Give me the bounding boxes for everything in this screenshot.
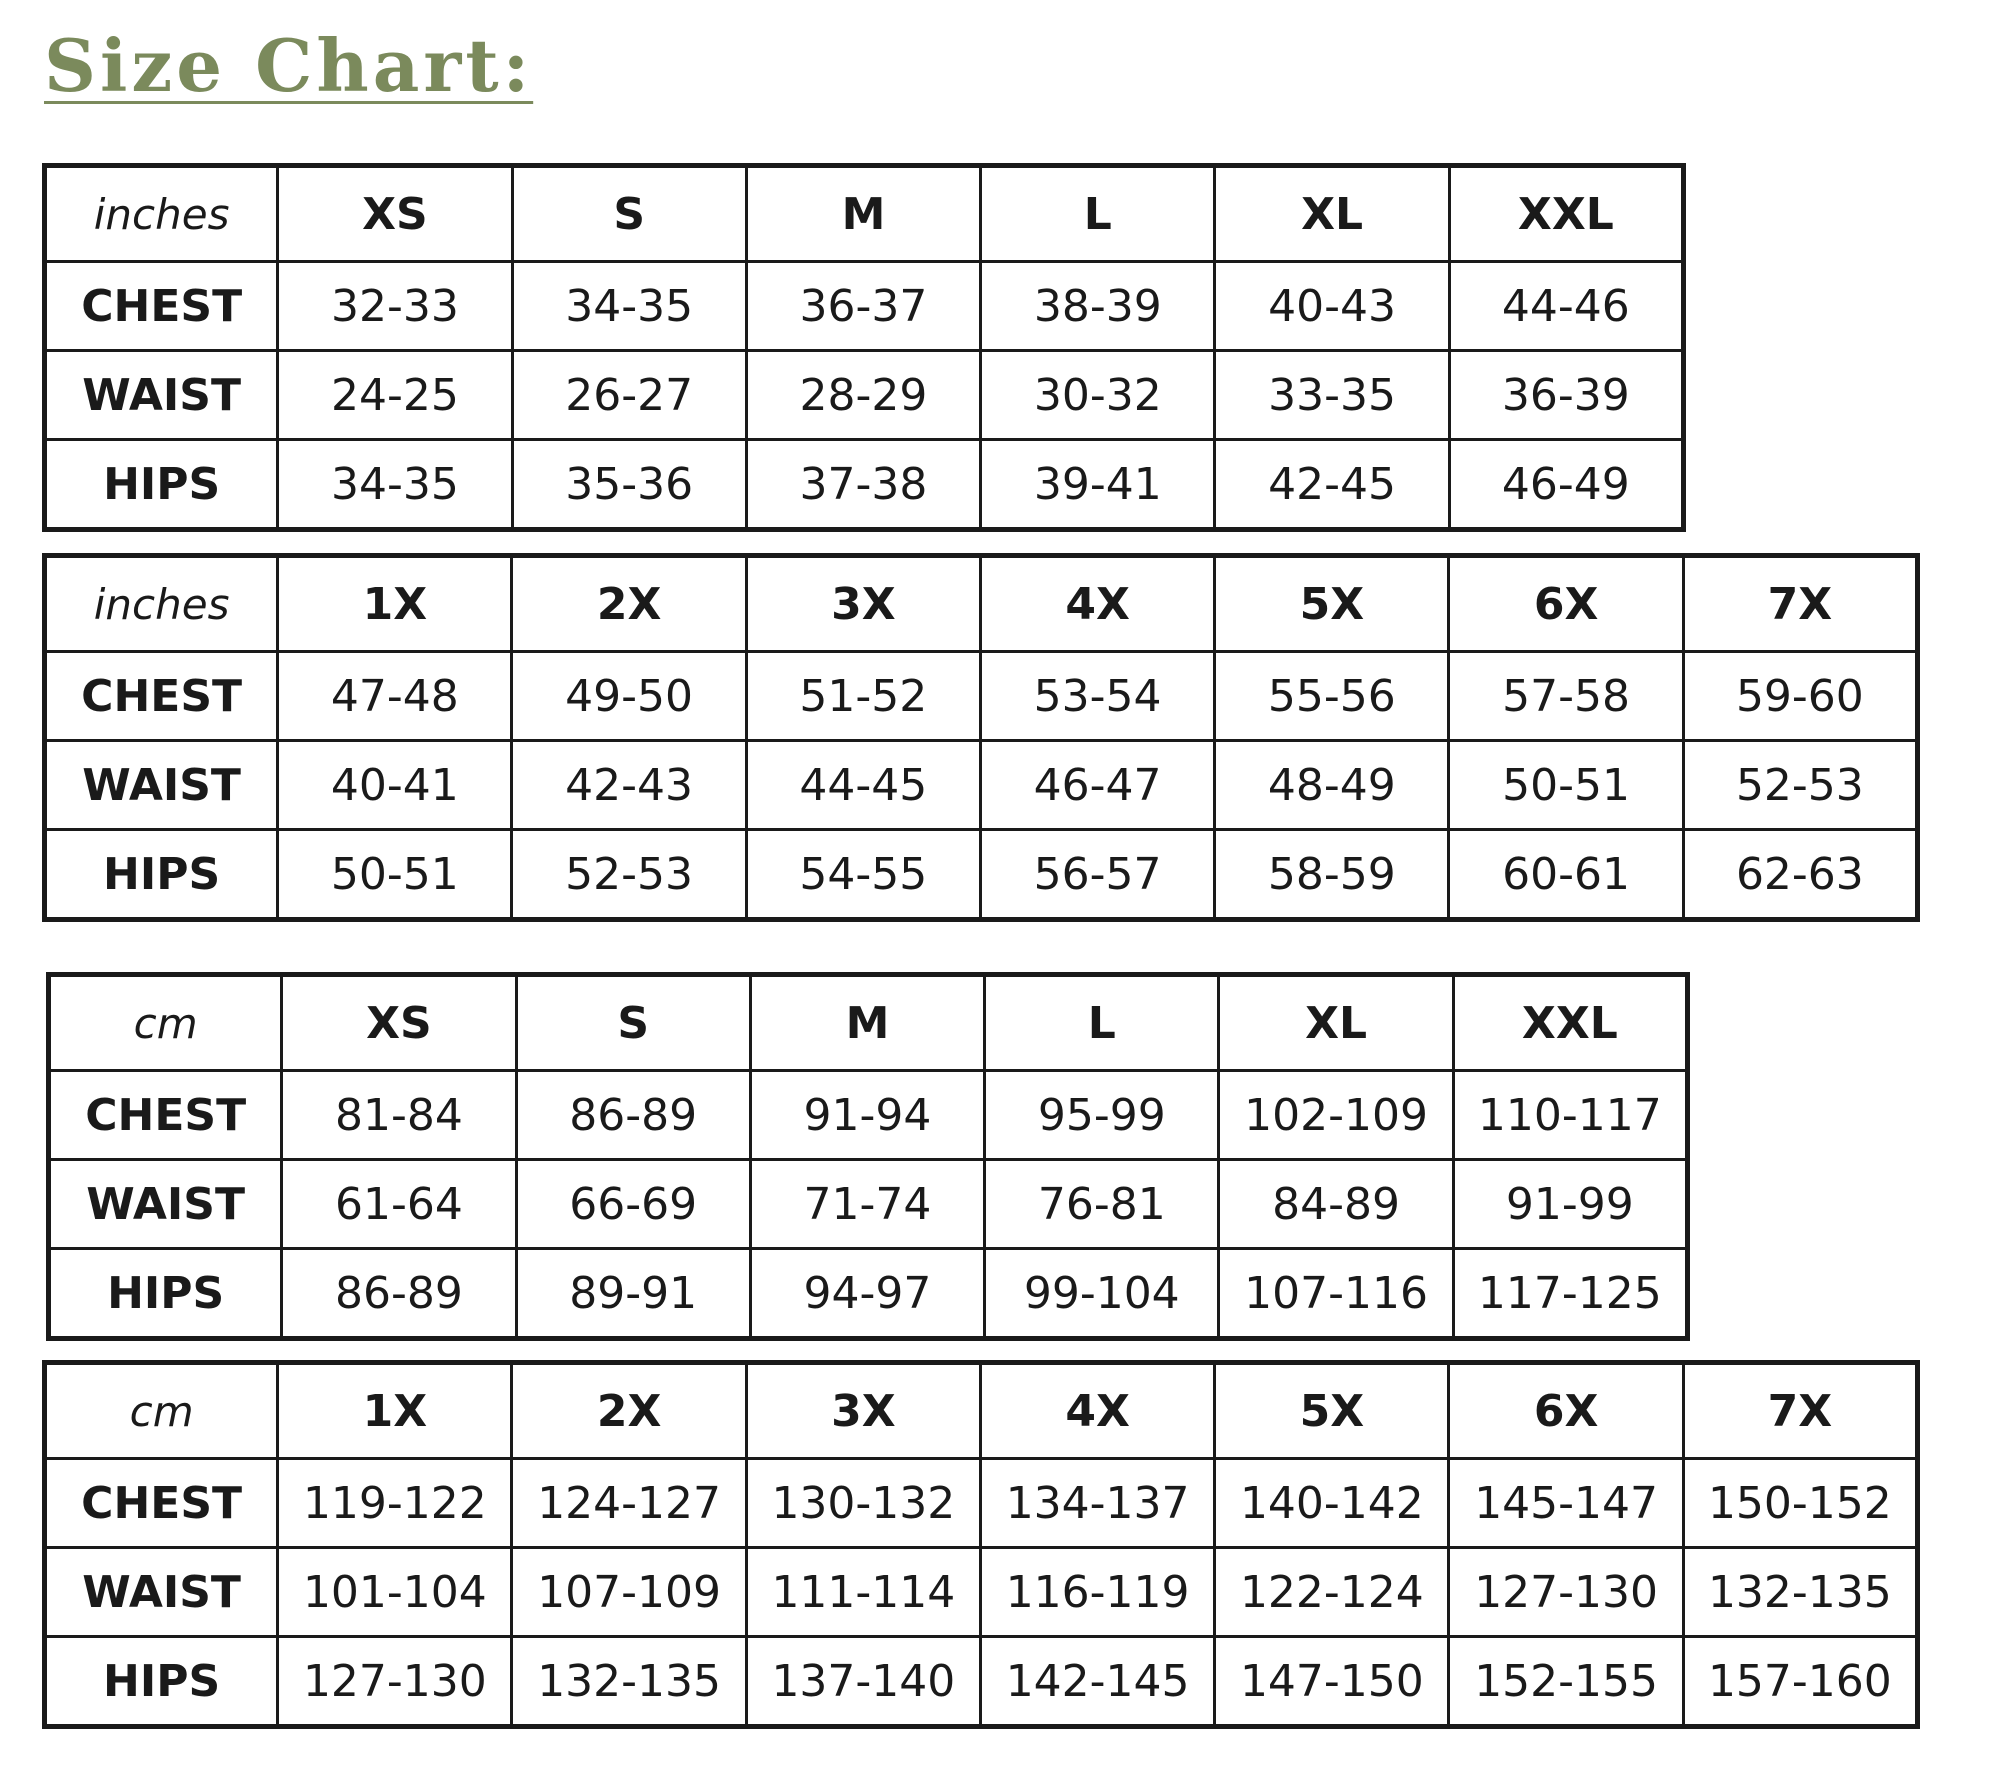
measurement-value: 50-51 bbox=[1449, 741, 1683, 830]
measurement-value: 59-60 bbox=[1683, 652, 1917, 741]
table-header-row bbox=[49, 975, 1688, 1071]
measurement-value: 142-145 bbox=[980, 1637, 1214, 1727]
size-header: 3X bbox=[746, 1363, 980, 1459]
measurement-value: 81-84 bbox=[282, 1071, 516, 1160]
measurement-value: 62-63 bbox=[1683, 830, 1917, 920]
measurement-value: 49-50 bbox=[512, 652, 746, 741]
size-table-cm-standard bbox=[46, 972, 1690, 1341]
size-header: 2X bbox=[512, 1363, 746, 1459]
size-header: 6X bbox=[1449, 556, 1683, 652]
table-row bbox=[45, 1637, 1918, 1727]
measurement-value: 145-147 bbox=[1449, 1459, 1683, 1548]
measurement-value: 101-104 bbox=[278, 1548, 512, 1637]
measurement-value: 157-160 bbox=[1683, 1637, 1917, 1727]
size-header: XL bbox=[1219, 975, 1453, 1071]
measurement-label: WAIST bbox=[45, 741, 278, 830]
measurement-value: 66-69 bbox=[516, 1160, 750, 1249]
measurement-value: 150-152 bbox=[1683, 1459, 1917, 1548]
measurement-label: HIPS bbox=[45, 440, 278, 530]
measurement-value: 35-36 bbox=[512, 440, 746, 530]
measurement-value: 132-135 bbox=[1683, 1548, 1917, 1637]
measurement-value: 52-53 bbox=[1683, 741, 1917, 830]
size-header: XS bbox=[282, 975, 516, 1071]
measurement-label: HIPS bbox=[45, 1637, 278, 1727]
measurement-value: 116-119 bbox=[980, 1548, 1214, 1637]
measurement-value: 26-27 bbox=[512, 351, 746, 440]
measurement-value: 48-49 bbox=[1215, 741, 1449, 830]
measurement-value: 111-114 bbox=[746, 1548, 980, 1637]
measurement-value: 54-55 bbox=[746, 830, 980, 920]
table-row bbox=[45, 830, 1918, 920]
size-header: 5X bbox=[1215, 556, 1449, 652]
measurement-value: 86-89 bbox=[516, 1071, 750, 1160]
measurement-value: 42-45 bbox=[1215, 440, 1449, 530]
table-row bbox=[45, 351, 1684, 440]
size-table-cm-plus bbox=[42, 1360, 1920, 1729]
measurement-value: 124-127 bbox=[512, 1459, 746, 1548]
size-header: 7X bbox=[1683, 1363, 1917, 1459]
table-header-row bbox=[45, 166, 1684, 262]
measurement-value: 84-89 bbox=[1219, 1160, 1453, 1249]
size-header: XXL bbox=[1449, 166, 1683, 262]
measurement-value: 28-29 bbox=[746, 351, 980, 440]
table-row bbox=[45, 652, 1918, 741]
measurement-value: 40-43 bbox=[1215, 262, 1449, 351]
measurement-label: CHEST bbox=[45, 1459, 278, 1548]
measurement-value: 137-140 bbox=[746, 1637, 980, 1727]
measurement-value: 33-35 bbox=[1215, 351, 1449, 440]
measurement-value: 42-43 bbox=[512, 741, 746, 830]
size-header: L bbox=[981, 166, 1215, 262]
size-table-inches-standard bbox=[42, 163, 1686, 532]
size-header: 1X bbox=[278, 556, 512, 652]
table-row bbox=[45, 440, 1684, 530]
measurement-value: 152-155 bbox=[1449, 1637, 1683, 1727]
measurement-value: 110-117 bbox=[1453, 1071, 1687, 1160]
measurement-value: 46-49 bbox=[1449, 440, 1683, 530]
size-header: 4X bbox=[980, 1363, 1214, 1459]
measurement-value: 53-54 bbox=[980, 652, 1214, 741]
measurement-value: 47-48 bbox=[278, 652, 512, 741]
size-header: S bbox=[516, 975, 750, 1071]
measurement-value: 57-58 bbox=[1449, 652, 1683, 741]
table-row bbox=[45, 262, 1684, 351]
measurement-value: 38-39 bbox=[981, 262, 1215, 351]
table-header-row bbox=[45, 1363, 1918, 1459]
size-header: 4X bbox=[980, 556, 1214, 652]
measurement-value: 91-94 bbox=[750, 1071, 984, 1160]
measurement-value: 71-74 bbox=[750, 1160, 984, 1249]
measurement-value: 36-39 bbox=[1449, 351, 1683, 440]
measurement-value: 95-99 bbox=[985, 1071, 1219, 1160]
page-title: Size Chart: bbox=[44, 23, 534, 108]
measurement-value: 91-99 bbox=[1453, 1160, 1687, 1249]
measurement-value: 86-89 bbox=[282, 1249, 516, 1339]
table-row bbox=[45, 741, 1918, 830]
measurement-value: 94-97 bbox=[750, 1249, 984, 1339]
measurement-label: WAIST bbox=[49, 1160, 282, 1249]
measurement-label: CHEST bbox=[45, 652, 278, 741]
size-header: 5X bbox=[1215, 1363, 1449, 1459]
measurement-value: 50-51 bbox=[278, 830, 512, 920]
measurement-value: 140-142 bbox=[1215, 1459, 1449, 1548]
size-header: 7X bbox=[1683, 556, 1917, 652]
size-header: XXL bbox=[1453, 975, 1687, 1071]
measurement-label: HIPS bbox=[45, 830, 278, 920]
measurement-value: 34-35 bbox=[278, 440, 512, 530]
measurement-label: CHEST bbox=[49, 1071, 282, 1160]
unit-label: inches bbox=[45, 166, 278, 262]
table-row bbox=[49, 1071, 1688, 1160]
size-header: XS bbox=[278, 166, 512, 262]
measurement-label: WAIST bbox=[45, 1548, 278, 1637]
measurement-value: 44-46 bbox=[1449, 262, 1683, 351]
measurement-label: HIPS bbox=[49, 1249, 282, 1339]
measurement-value: 24-25 bbox=[278, 351, 512, 440]
measurement-value: 44-45 bbox=[746, 741, 980, 830]
measurement-value: 56-57 bbox=[980, 830, 1214, 920]
measurement-value: 32-33 bbox=[278, 262, 512, 351]
measurement-value: 107-116 bbox=[1219, 1249, 1453, 1339]
measurement-value: 51-52 bbox=[746, 652, 980, 741]
measurement-value: 37-38 bbox=[746, 440, 980, 530]
measurement-value: 130-132 bbox=[746, 1459, 980, 1548]
measurement-value: 34-35 bbox=[512, 262, 746, 351]
measurement-label: CHEST bbox=[45, 262, 278, 351]
measurement-value: 122-124 bbox=[1215, 1548, 1449, 1637]
unit-label: cm bbox=[49, 975, 282, 1071]
measurement-value: 36-37 bbox=[746, 262, 980, 351]
measurement-value: 102-109 bbox=[1219, 1071, 1453, 1160]
unit-label: inches bbox=[45, 556, 278, 652]
measurement-value: 55-56 bbox=[1215, 652, 1449, 741]
measurement-value: 30-32 bbox=[981, 351, 1215, 440]
measurement-value: 40-41 bbox=[278, 741, 512, 830]
measurement-value: 132-135 bbox=[512, 1637, 746, 1727]
measurement-label: WAIST bbox=[45, 351, 278, 440]
measurement-value: 89-91 bbox=[516, 1249, 750, 1339]
measurement-value: 127-130 bbox=[1449, 1548, 1683, 1637]
size-header: M bbox=[750, 975, 984, 1071]
size-header: S bbox=[512, 166, 746, 262]
measurement-value: 61-64 bbox=[282, 1160, 516, 1249]
size-table-inches-plus bbox=[42, 553, 1920, 922]
table-header-row bbox=[45, 556, 1918, 652]
measurement-value: 117-125 bbox=[1453, 1249, 1687, 1339]
size-header: 3X bbox=[746, 556, 980, 652]
measurement-value: 99-104 bbox=[985, 1249, 1219, 1339]
size-header: XL bbox=[1215, 166, 1449, 262]
table-row bbox=[45, 1459, 1918, 1548]
measurement-value: 134-137 bbox=[980, 1459, 1214, 1548]
size-header: M bbox=[746, 166, 980, 262]
measurement-value: 60-61 bbox=[1449, 830, 1683, 920]
measurement-value: 76-81 bbox=[985, 1160, 1219, 1249]
measurement-value: 52-53 bbox=[512, 830, 746, 920]
table-row bbox=[45, 1548, 1918, 1637]
table-row bbox=[49, 1160, 1688, 1249]
size-header: L bbox=[985, 975, 1219, 1071]
measurement-value: 39-41 bbox=[981, 440, 1215, 530]
unit-label: cm bbox=[45, 1363, 278, 1459]
measurement-value: 107-109 bbox=[512, 1548, 746, 1637]
measurement-value: 119-122 bbox=[278, 1459, 512, 1548]
size-header: 6X bbox=[1449, 1363, 1683, 1459]
size-header: 2X bbox=[512, 556, 746, 652]
measurement-value: 58-59 bbox=[1215, 830, 1449, 920]
size-header: 1X bbox=[278, 1363, 512, 1459]
measurement-value: 147-150 bbox=[1215, 1637, 1449, 1727]
measurement-value: 127-130 bbox=[278, 1637, 512, 1727]
measurement-value: 46-47 bbox=[980, 741, 1214, 830]
table-row bbox=[49, 1249, 1688, 1339]
